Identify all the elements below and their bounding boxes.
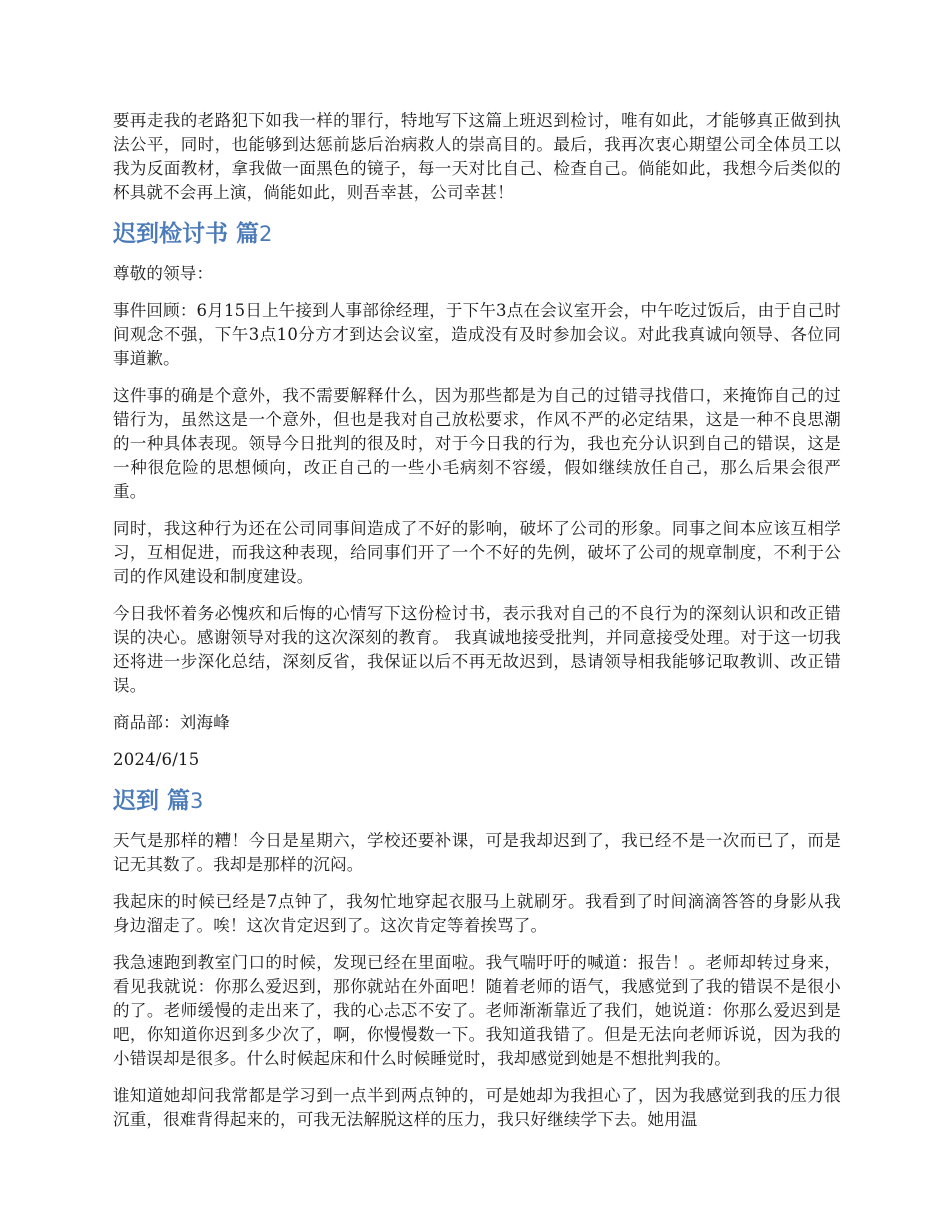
- salutation: 尊敬的领导：: [113, 264, 214, 283]
- heading-title: 迟到检讨书 篇: [113, 221, 260, 247]
- paragraph-event-review: 事件回顾：6月15日上午接到人事部徐经理，于下午3点在会议室开会，中午吃过饭后，由于自己时间观念不强，下午3点10分方才到达会议室，造成没有及时参加会议。对此我真诚向领导、各位同事道歉。: [113, 301, 841, 368]
- paragraph-commitment: 今日我怀着务必愧疚和后悔的心情写下这份检讨书，表示我对自己的不良行为的深刻认识和改正错误的决心。感谢领导对我的这次深刻的教育。 我真诚地接受批判，并同意接受处理。对于这一切我还将进一步深化总结，深刻反省，我保证以后不再无故迟到，恳请领导相我能够记取教训、改正错误。: [113, 604, 841, 695]
- heading-number: 3: [190, 789, 204, 813]
- paragraph-intro: 要再走我的老路犯下如我一样的罪行，特地写下这篇上班迟到检讨，唯有如此，才能够真正做到执法公平，同时，也能够到达惩前毖后治病救人的崇高目的。最后，我再次衷心期望公司全体员工以我为反面教材，拿我做一面黑色的镜子，每一天对比自己、检查自己。倘能如此，我想今后类似的杯具就不会再上演，倘能如此，则吾幸甚，公司幸甚！: [113, 111, 841, 202]
- paragraph-wakeup: 我起床的时候已经是7点钟了，我匆忙地穿起衣服马上就刷牙。我看到了时间滴滴答答的身影从我身边溜走了。唉！这次肯定迟到了。这次肯定等着挨骂了。: [113, 892, 841, 935]
- paragraph-reflection: 这件事的确是个意外，我不需要解释什么，因为那些都是为自己的过错寻找借口，来掩饰自己的过错行为，虽然这是一个意外，但也是我对自己放松要求，作风不严的必定结果，这是一种不良思潮的一种具体表现。领导今日批判的很及时，对于今日我的行为，我也充分认识到自己的错误，这是一种很危险的思想倾向，改正自己的一些小毛病刻不容缓，假如继续放任自己，那么后果会很严重。: [113, 386, 841, 501]
- date: 2024/6/15: [113, 750, 200, 769]
- section-heading-2: [113, 218, 841, 250]
- signature: 商品部：刘海峰: [113, 713, 230, 732]
- paragraph-weather: 天气是那样的糟！今日是星期六，学校还要补课，可是我却迟到了，我已经不是一次而已了，而是记无其数了。我却是那样的沉闷。: [113, 831, 841, 874]
- heading-number: 2: [259, 222, 273, 246]
- paragraph-pressure: 谁知道她却问我常都是学习到一点半到两点钟的，可是她却为我担心了，因为我感觉到我的压力很沉重，很难背得起来的，可我无法解脱这样的压力，我只好继续学下去。她用温: [113, 1086, 841, 1129]
- document-page: [113, 109, 841, 1145]
- heading-title: 迟到 篇: [113, 788, 191, 814]
- paragraph-impact: 同时，我这种行为还在公司同事间造成了不好的影响，破坏了公司的形象。同事之间本应该互相学习，互相促进，而我这种表现，给同事们开了一个不好的先例，破坏了公司的规章制度，不利于公司的作风建设和制度建设。: [113, 519, 841, 586]
- paragraph-classroom: 我急速跑到教室门口的时候，发现已经在里面啦。我气喘吁吁的喊道：报告！。老师却转过身来，看见我就说：你那么爱迟到，那你就站在外面吧！随着老师的语气，我感觉到了我的错误不是很小的了。老师缓慢的走出来了，我的心忐忑不安了。老师渐渐靠近了我们，她说道：你那么爱迟到是吧，你知道你迟到多少次了，啊，你慢慢数一下。我知道我错了。但是无法向老师诉说，因为我的小错误却是很多。什么时候起床和什么时候睡觉时，我却感觉到她是不想批判我的。: [113, 953, 841, 1068]
- section-heading-3: [113, 785, 841, 817]
